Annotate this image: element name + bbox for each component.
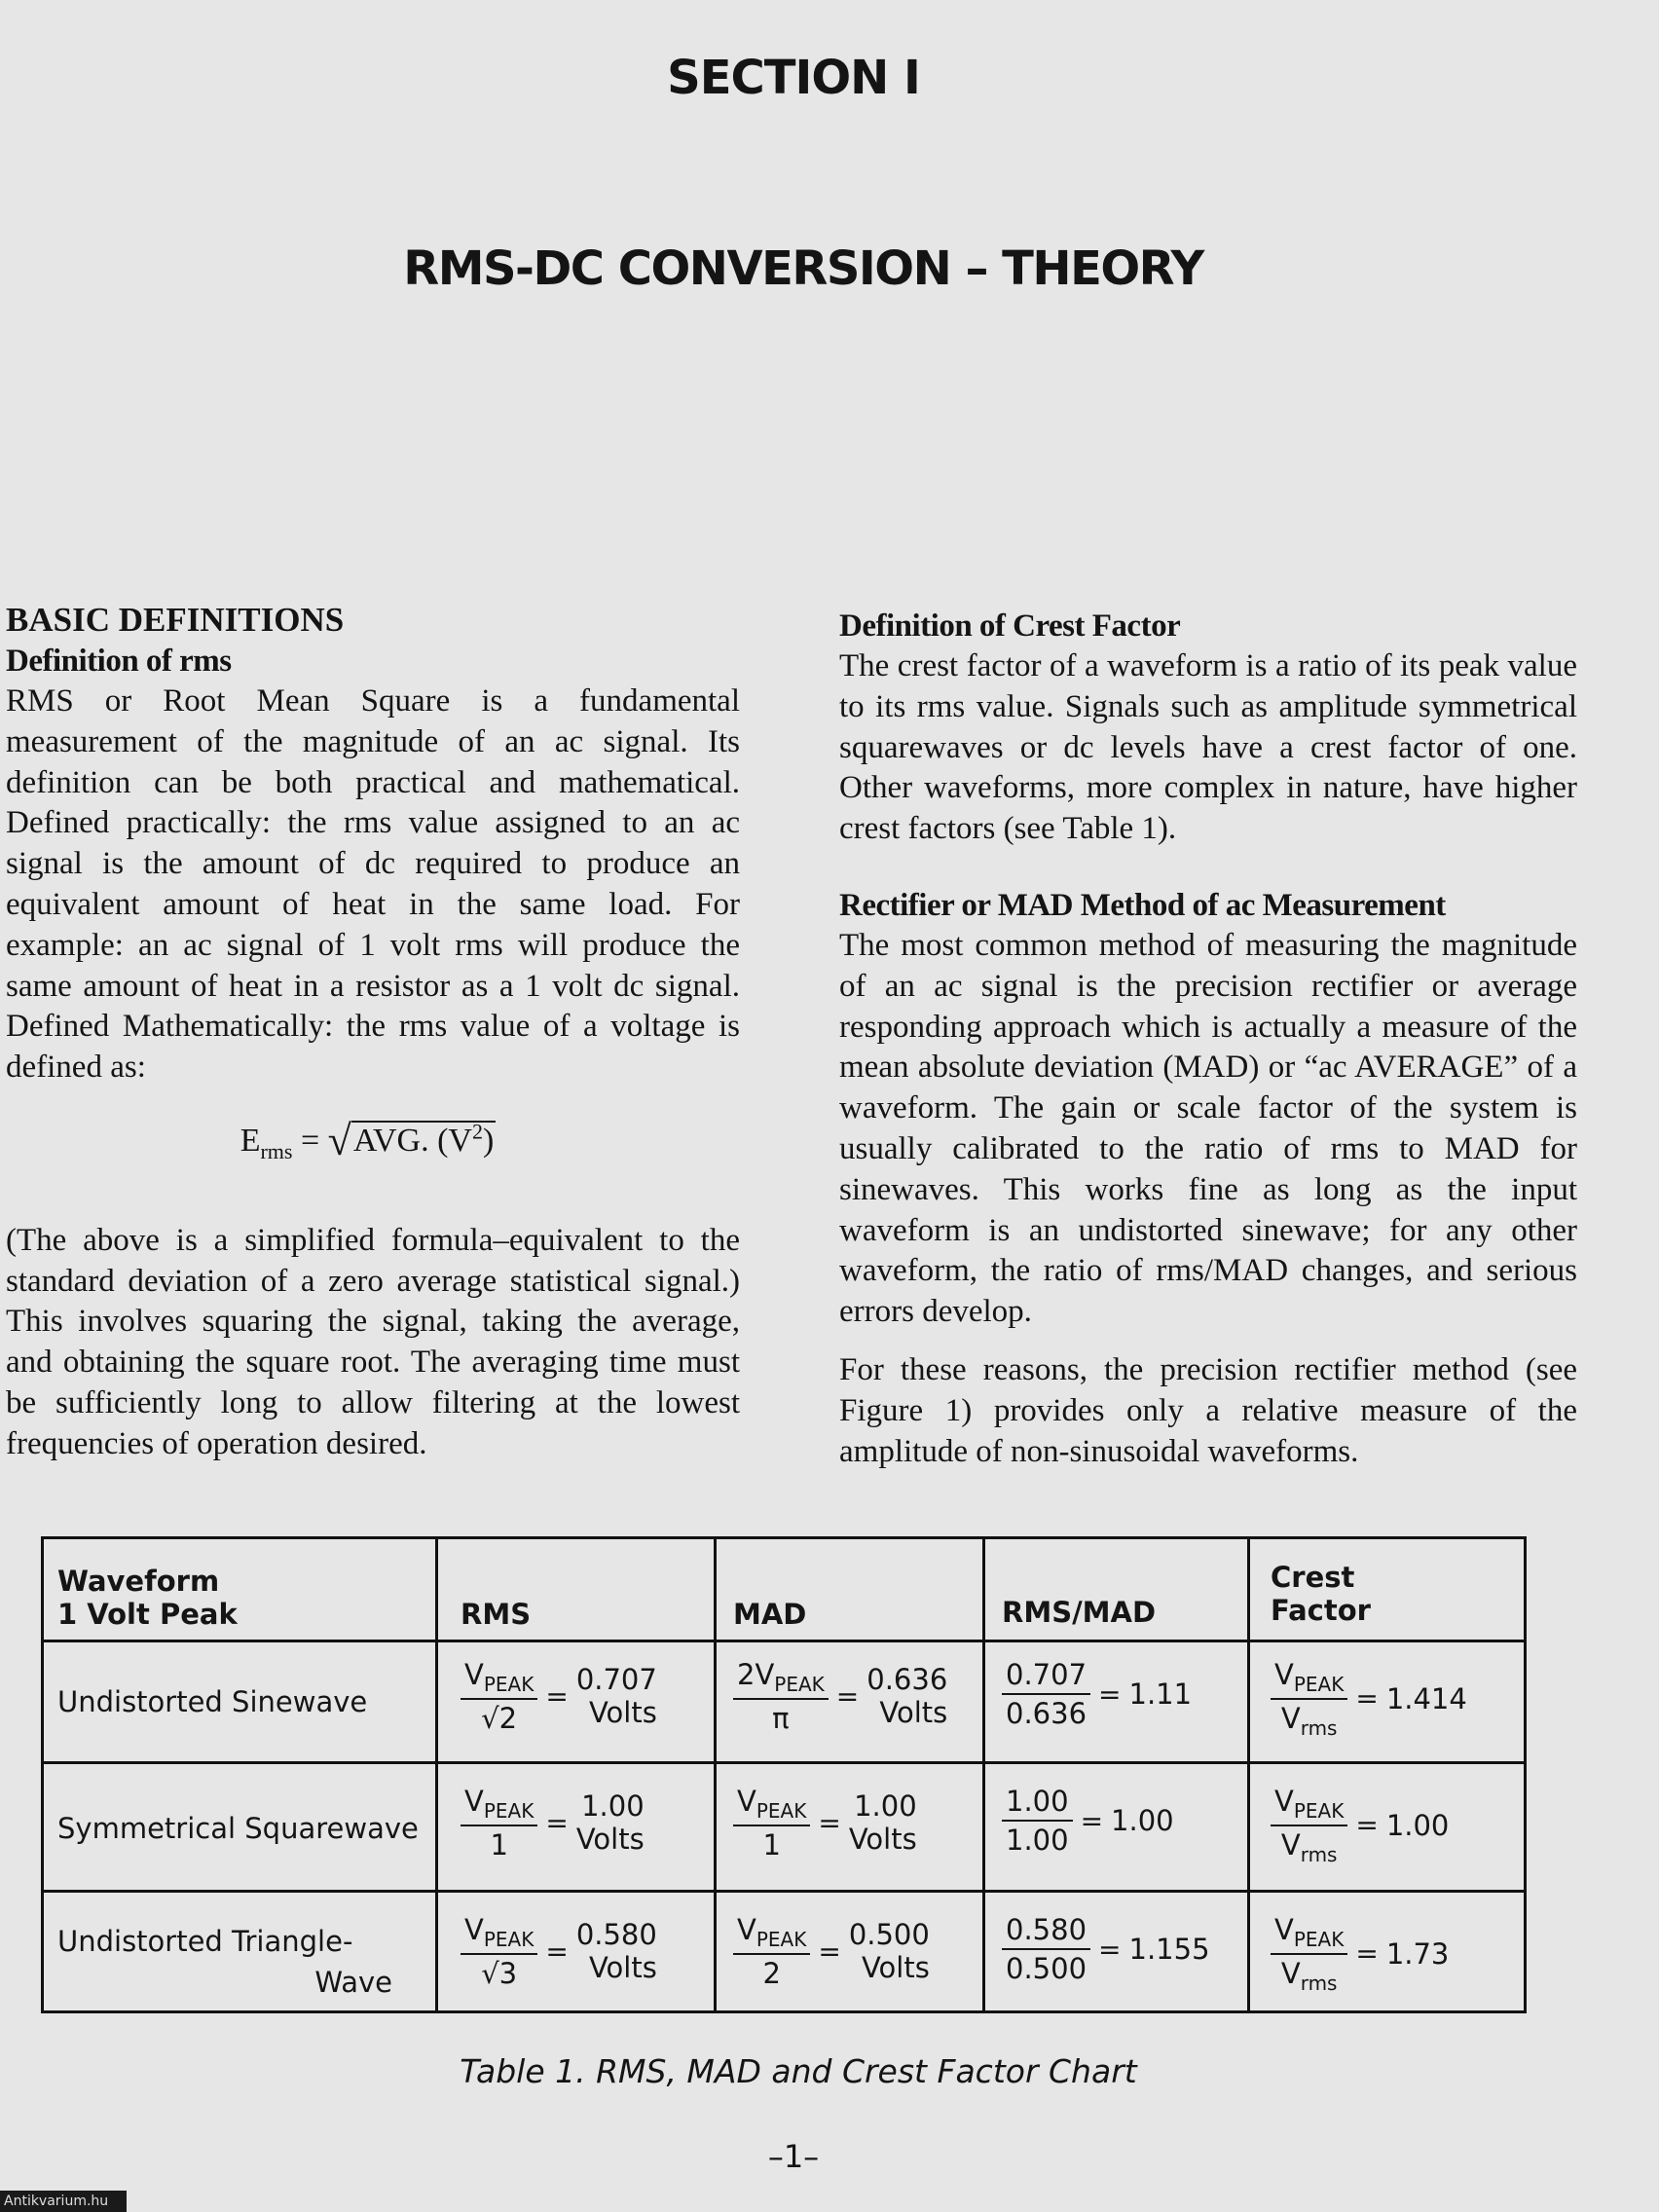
mad-unit: Volts	[861, 1951, 930, 1985]
crest-den-sub: rms	[1300, 1971, 1338, 1995]
table-row-3-ratio: $\frac{0.580}{0.500}$ = 1.155	[1002, 1913, 1210, 1985]
crest-den: V	[1280, 1827, 1301, 1862]
watermark: Antikvarium.hu	[0, 2191, 127, 2212]
ratio-num: 0.580	[1002, 1913, 1090, 1950]
formula-explanation-paragraph: (The above is a simplified formula–equivalent to the standard deviation of a zero average statistical signal.) This involves squaring the signal, taking the average, and obtaining the square root. The averaging time must be sufficiently long to allow filtering at the lowest frequencies of operation desired.	[6, 1222, 740, 1461]
rms-definition-paragraph: RMS or Root Mean Square is a fundamental measurement of the magnitude of an ac signal. Its definition can be both practical and mathematical. Defined practically: the rms value assigned to an ac signal is the amount of dc required to produce an equivalent amount of heat in the same load. For example: an ac signal of 1 volt rms will produce the same amount of heat in a resistor as a 1 volt dc signal. Defined Mathematically: the rms value of a voltage is defined as:	[6, 683, 740, 1086]
crest-factor-table	[41, 1536, 1527, 2013]
mad-value: 0.500	[848, 1918, 930, 1952]
mad-num: V	[737, 1913, 756, 1946]
header-waveform-line1: Waveform	[57, 1565, 220, 1598]
table-row-2-ratio: $\frac{1.00}{1.00}$ = 1.00	[1002, 1785, 1174, 1857]
header-waveform	[57, 1565, 238, 1631]
rms-value: 1.00	[581, 1789, 645, 1824]
table-row-1-waveform: Undistorted Sinewave	[57, 1685, 368, 1718]
table-row-1-crest: $\frac{V_{PEAK}}{V_{rms}}$ = 1.414	[1271, 1658, 1467, 1740]
crest-factor-heading: Definition of Crest Factor	[839, 608, 1181, 644]
table-row-1-mad: $\frac{2V_{PEAK}}{\pi}$ = 0.636 Volts	[733, 1658, 947, 1735]
rms-den: √3	[481, 1956, 518, 1990]
table-row-2-waveform: Symmetrical Squarewave	[57, 1812, 419, 1845]
mad-num: 2V	[737, 1658, 775, 1691]
crest-value: 1.00	[1385, 1808, 1450, 1842]
mad-method-paragraph: The most common method of measuring the magnitude of an ac signal is the precision rectifier or average responding approach which is actually a measure of the mean absolute deviation (MAD) or “ac AVERAGE” of a waveform. The gain or scale factor of the system is usually calibrated to the ratio of rms to MAD for sinewaves. This works fine as long as the input waveform is an undistorted sinewave; for any other waveform, the ratio of rms/MAD changes, and serious errors develop.	[839, 927, 1577, 1330]
table-row-3-rms: $\frac{V_{PEAK}}{√3}$ = 0.580 Volts	[461, 1913, 657, 1990]
table-row-1-rms: $\frac{V_{PEAK}}{√2}$ = 0.707 Volts	[461, 1658, 657, 1735]
rms-num-sub: PEAK	[483, 1672, 535, 1696]
mad-den: π	[772, 1701, 790, 1735]
page-number: –1–	[767, 2138, 820, 2175]
crest-value: 1.414	[1385, 1681, 1467, 1715]
ratio-den: 0.636	[1006, 1697, 1088, 1730]
ratio-num: 1.00	[1002, 1785, 1073, 1822]
definition-rms-heading: Definition of rms	[6, 644, 232, 679]
mad-value: 1.00	[854, 1789, 917, 1824]
formula-radicand	[351, 1121, 496, 1159]
crest-num: V	[1274, 1913, 1294, 1946]
crest-num-sub: PEAK	[1293, 1927, 1345, 1951]
rms-value: 0.707	[575, 1663, 657, 1697]
table-row-3-waveform	[57, 1921, 408, 2003]
crest-den-sub: rms	[1300, 1842, 1338, 1866]
mad-num: V	[737, 1785, 756, 1818]
crest-den: V	[1280, 1701, 1301, 1735]
rms-num: V	[464, 1785, 484, 1818]
rms-num: V	[464, 1658, 484, 1691]
ratio-den: 0.500	[1006, 1952, 1088, 1985]
crest-num-sub: PEAK	[1293, 1672, 1345, 1696]
header-rms-mad: RMS/MAD	[1002, 1596, 1157, 1629]
formula-exponent: 2	[471, 1119, 483, 1144]
table-row-1-ratio: $\frac{0.707}{0.636}$ = 1.11	[1002, 1658, 1192, 1730]
crest-num-sub: PEAK	[1293, 1798, 1345, 1823]
right-column	[839, 606, 1577, 1472]
table-row-3-crest: $\frac{V_{PEAK}}{V_{rms}}$ = 1.73	[1271, 1913, 1449, 1995]
header-waveform-line2: 1 Volt Peak	[57, 1598, 238, 1631]
formula-equals: =	[300, 1122, 320, 1159]
page-title: RMS-DC CONVERSION – THEORY	[403, 241, 1203, 296]
mad-den: 2	[762, 1956, 781, 1990]
header-crest-factor	[1271, 1561, 1371, 1627]
mad-num-sub: PEAK	[756, 1927, 807, 1951]
mad-unit: Volts	[879, 1696, 948, 1730]
table-row-2-mad: $\frac{V_{PEAK}}{1}$ = 1.00 Volts	[733, 1785, 917, 1862]
rms-den: √2	[481, 1701, 518, 1735]
ratio-value: 1.11	[1128, 1677, 1193, 1711]
rms-value: 0.580	[575, 1918, 657, 1952]
crest-num: V	[1274, 1658, 1294, 1691]
mad-method-heading: Rectifier or MAD Method of ac Measurement	[839, 887, 1446, 923]
rms-unit: Volts	[575, 1823, 645, 1857]
header-mad: MAD	[733, 1598, 807, 1631]
crest-den: V	[1280, 1956, 1301, 1990]
sqrt-icon: √	[327, 1116, 351, 1164]
section-heading: SECTION I	[667, 51, 920, 105]
table-row-3-mad: $\frac{V_{PEAK}}{2}$ = 0.500 Volts	[733, 1913, 930, 1990]
formula-lhs: E	[240, 1122, 261, 1159]
rectifier-conclusion-paragraph: For these reasons, the precision rectifier method (see Figure 1) provides only a relative measure of the amplitude of non-sinusoidal waveforms.	[839, 1351, 1577, 1469]
formula-lhs-sub: rms	[260, 1138, 293, 1163]
row-3-waveform-line1: Undistorted Triangle-	[57, 1925, 353, 1958]
ratio-den: 1.00	[1006, 1824, 1069, 1857]
rms-num-sub: PEAK	[483, 1927, 535, 1951]
ratio-num: 0.707	[1002, 1658, 1090, 1695]
rms-formula	[6, 1112, 740, 1164]
ratio-value: 1.155	[1128, 1933, 1210, 1966]
header-crest-line2: Factor	[1271, 1594, 1371, 1627]
mad-value: 0.636	[866, 1663, 948, 1697]
ratio-value: 1.00	[1111, 1804, 1174, 1837]
rms-num: V	[464, 1913, 484, 1946]
formula-radicand-close: )	[482, 1122, 495, 1159]
crest-factor-paragraph: The crest factor of a waveform is a ratio of its peak value to its rms value. Signals such as amplitude symmetrical squarewaves or dc levels have a crest factor of one. Other waveforms, more complex in nature, have higher crest factors (see Table 1).	[839, 648, 1577, 847]
crest-num: V	[1274, 1785, 1294, 1818]
mad-num-sub: PEAK	[774, 1672, 825, 1696]
mad-den: 1	[762, 1827, 781, 1862]
crest-den-sub: rms	[1300, 1715, 1338, 1740]
table-row-2-rms: $\frac{V_{PEAK}}{1}$ = 1.00 Volts	[461, 1785, 645, 1862]
mad-num-sub: PEAK	[756, 1798, 807, 1823]
mad-unit: Volts	[848, 1823, 917, 1857]
row-3-waveform-line2: Wave	[314, 1966, 392, 1999]
table-caption: Table 1. RMS, MAD and Crest Factor Chart	[460, 2052, 1137, 2090]
crest-value: 1.73	[1385, 1936, 1450, 1971]
header-crest-line1: Crest	[1271, 1561, 1355, 1594]
rms-num-sub: PEAK	[483, 1798, 535, 1823]
basic-definitions-heading: BASIC DEFINITIONS	[6, 601, 345, 639]
rms-den: 1	[490, 1827, 508, 1862]
left-column	[6, 600, 740, 1465]
table-row-2-crest: $\frac{V_{PEAK}}{V_{rms}}$ = 1.00	[1271, 1785, 1449, 1866]
header-rms: RMS	[461, 1598, 532, 1631]
formula-radicand-text: AVG. (V	[352, 1122, 472, 1159]
rms-unit: Volts	[588, 1951, 657, 1985]
rms-unit: Volts	[588, 1696, 657, 1730]
